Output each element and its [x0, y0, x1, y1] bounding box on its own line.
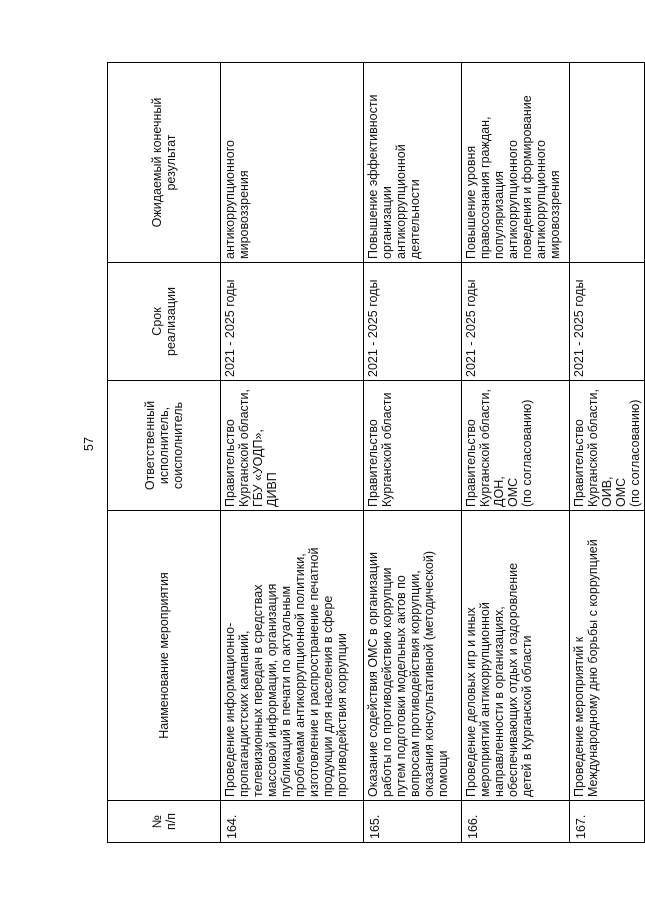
implementation-term: 2021 - 2025 годы: [462, 263, 570, 381]
table-row: [221, 63, 364, 843]
responsible-executor: Правительство Курганской области, ДОН, ОМС (по согласованию): [462, 381, 570, 511]
rotated-table-container: [107, 63, 642, 843]
row-number: 164.: [221, 801, 364, 843]
row-number: 167.: [570, 801, 645, 843]
expected-result: Повышение эффективности организации антикоррупционной деятельности: [364, 63, 462, 263]
row-number: 166.: [462, 801, 570, 843]
table-row: [570, 63, 645, 843]
table-row: [364, 63, 462, 843]
measure-name: Проведение деловых игр и иных мероприятий антикоррупционной направленности в организациях, обеспечивающих отдых и оздоровление детей в Курганской области: [462, 511, 570, 801]
responsible-executor: Правительство Курганской области, ОИВ, ОМС (по согласованию): [570, 381, 645, 511]
header-responsible: Ответственный исполнитель, соисполнитель: [108, 381, 221, 511]
responsible-executor: Правительство Курганской области: [364, 381, 462, 511]
measure-name: Оказание содействия ОМС в организации работы по противодействию коррупции путем подготовки модельных актов по вопросам противодействия коррупции, оказания консультативной (методической) помощи: [364, 511, 462, 801]
implementation-term: 2021 - 2025 годы: [221, 263, 364, 381]
measures-table: [107, 62, 645, 843]
expected-result: антикоррупционного мировоззрения: [221, 63, 364, 263]
measure-name: Проведение мероприятий к Международному дню борьбы с коррупцией: [570, 511, 645, 801]
measure-name: Проведение информационно- пропагандистских кампаний, телевизионных передач в средствах массовой информации, организация публикаций в печати по актуальным проблемам антикоррупционной политики, изготовление и распространение печатной продукции для населения в сфере противодействия коррупции: [221, 511, 364, 801]
implementation-term: 2021 - 2025 годы: [570, 263, 645, 381]
header-num: № п/п: [108, 801, 221, 843]
expected-result: [570, 63, 645, 263]
page-number: 57: [82, 437, 96, 451]
expected-result: Повышение уровня правосознания граждан, популяризация антикоррупционного поведения и формирование антикоррупционного мировоззрения: [462, 63, 570, 263]
implementation-term: 2021 - 2025 годы: [364, 263, 462, 381]
header-result: Ожидаемый конечный результат: [108, 63, 221, 263]
responsible-executor: Правительство Курганской области, ГБУ «УОДП», ДИВП: [221, 381, 364, 511]
table-header-row: [108, 63, 221, 843]
table-row: [462, 63, 570, 843]
header-name: Наименование мероприятия: [108, 511, 221, 801]
row-number: 165.: [364, 801, 462, 843]
header-term: Срок реализации: [108, 263, 221, 381]
